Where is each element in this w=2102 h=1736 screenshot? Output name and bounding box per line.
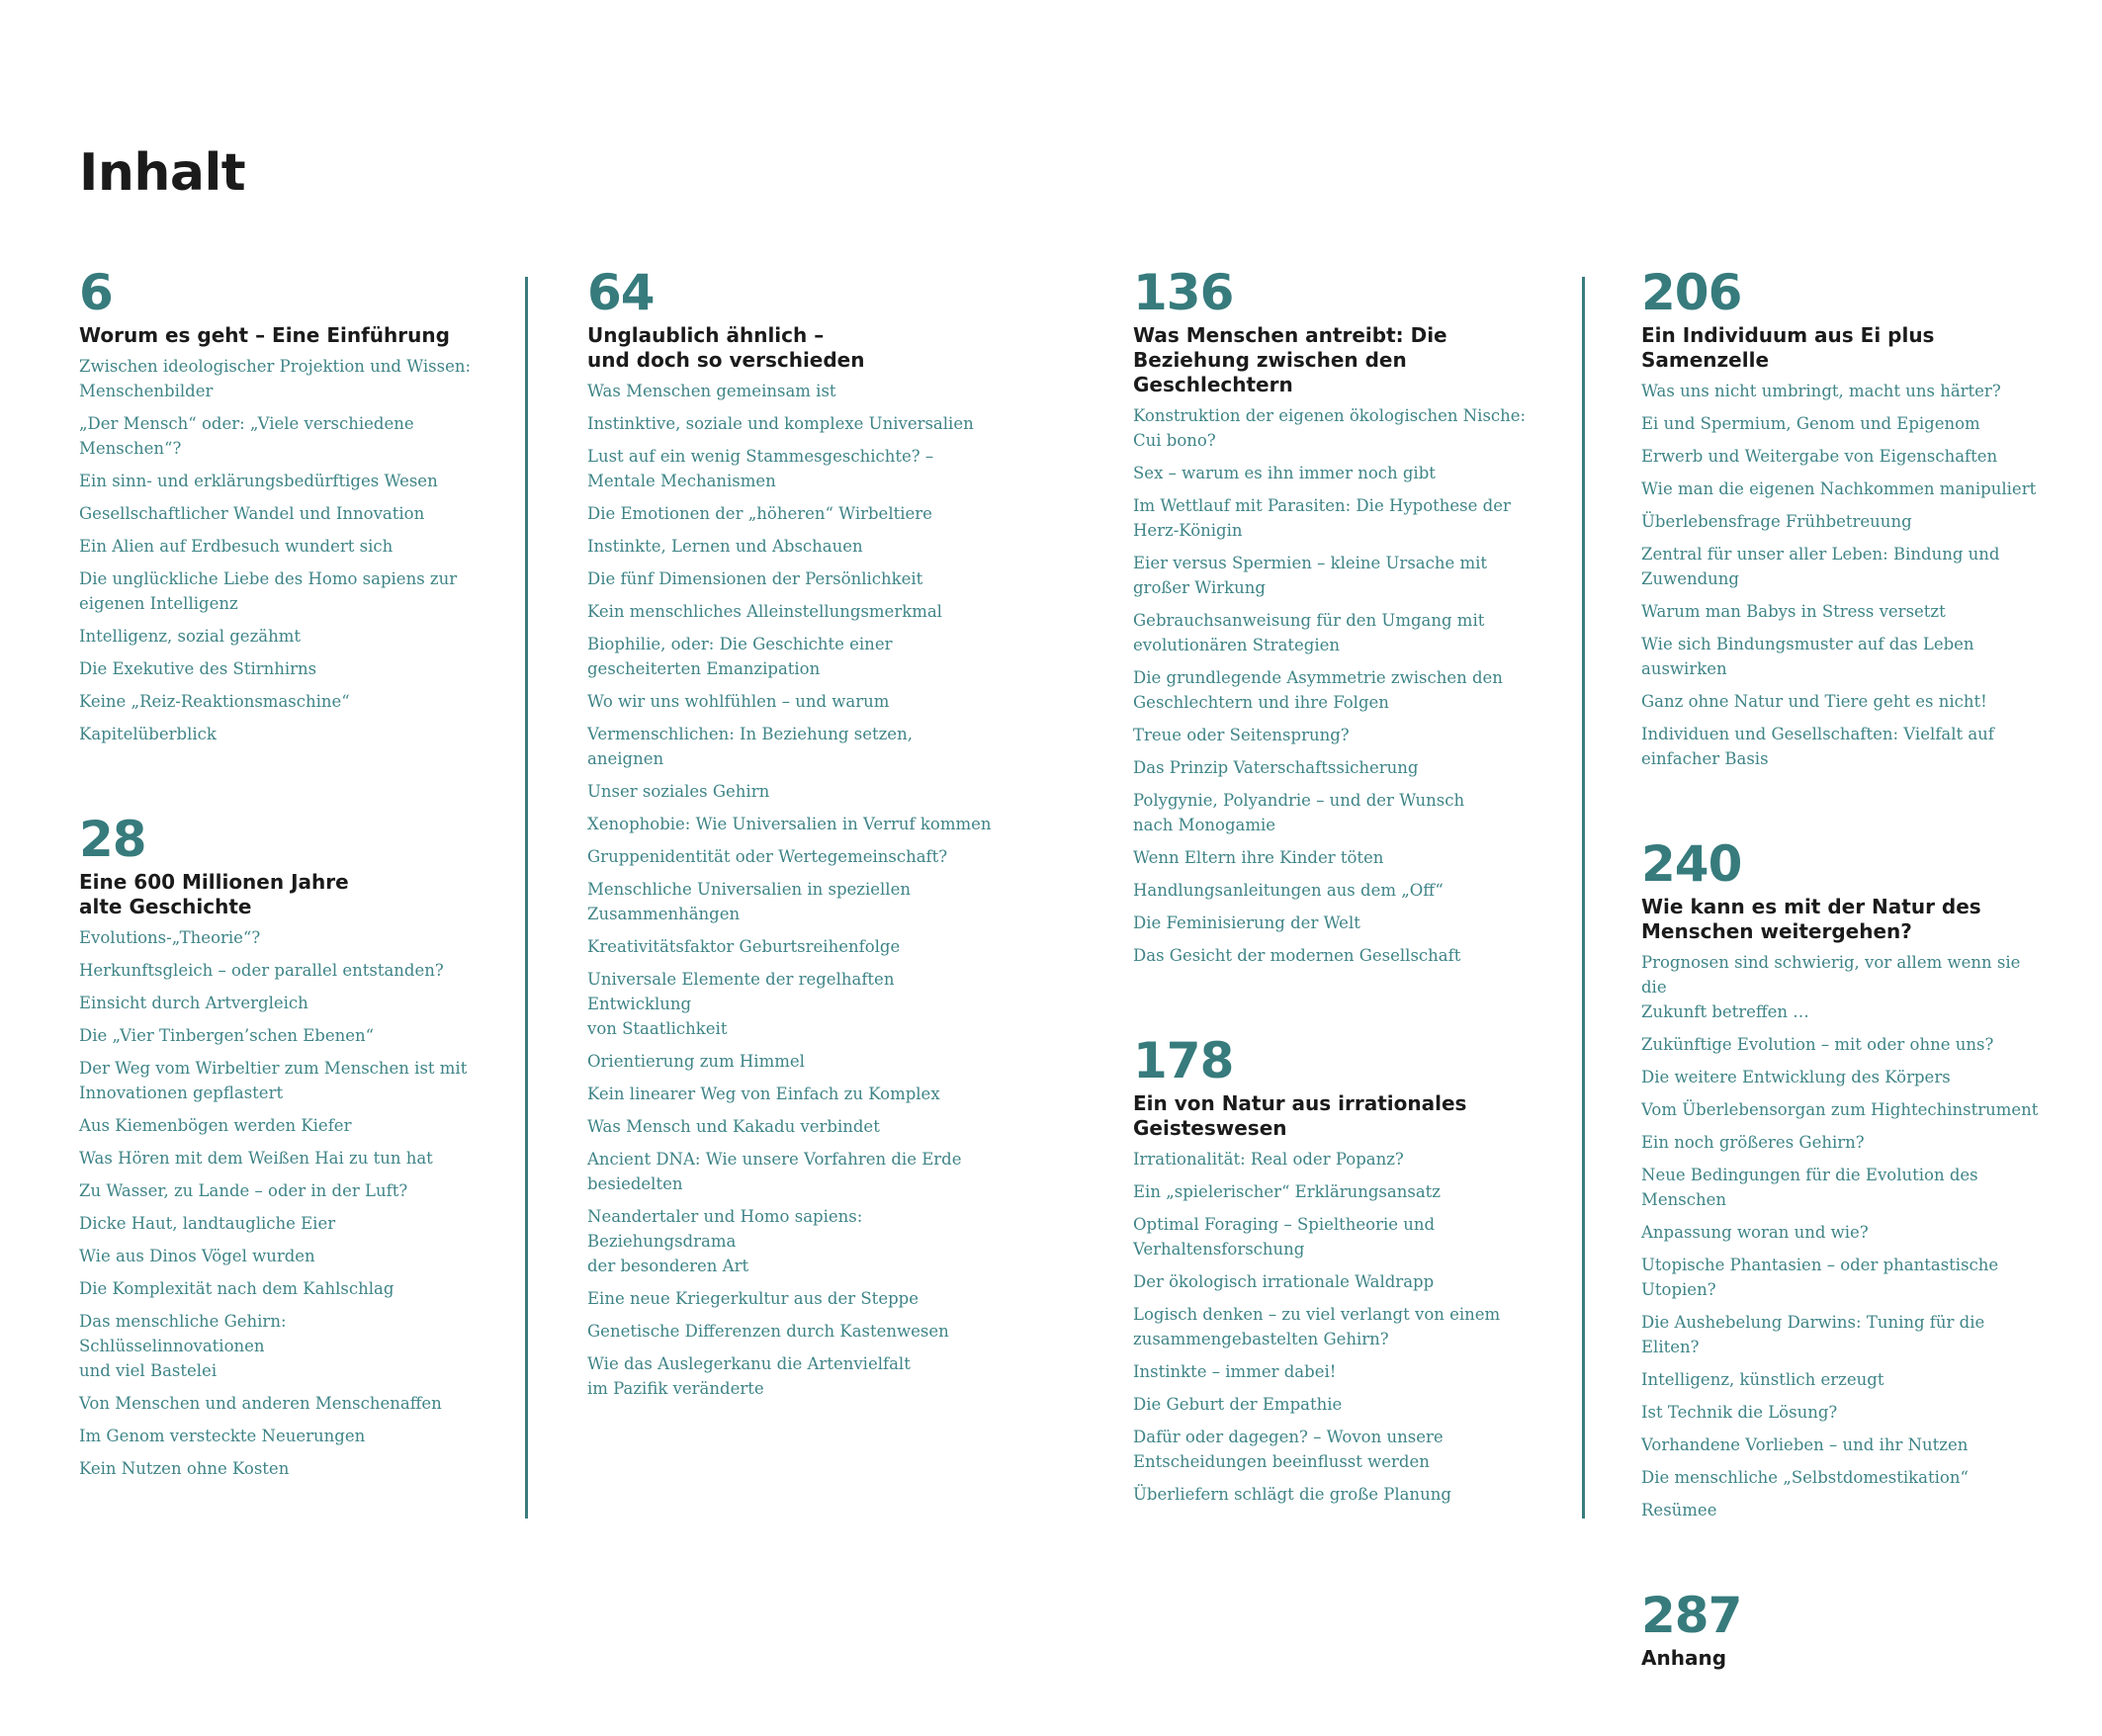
section-link[interactable]: Ein „spielerischer“ Erklärungsansatz	[1133, 1182, 1441, 1201]
section-link[interactable]: Kein Nutzen ohne Kosten	[79, 1459, 290, 1478]
section-link[interactable]: Kein linearer Weg von Einfach zu Komplex	[587, 1085, 940, 1103]
section-link[interactable]: Wenn Eltern ihre Kinder töten	[1133, 848, 1384, 867]
section-link[interactable]: Die weitere Entwicklung des Körpers	[1641, 1068, 1951, 1086]
section-link[interactable]: Die Geburt der Empathie	[1133, 1395, 1343, 1414]
toc-column-4	[1641, 265, 2047, 1736]
section-list	[1641, 379, 2047, 771]
section-link[interactable]: Erwerb und Weitergabe von Eigenschaften	[1641, 447, 1998, 466]
section-link[interactable]: Im Genom versteckte Neuerungen	[79, 1427, 366, 1445]
section-link[interactable]: Neue Bedingungen für die Evolution des Menschen	[1641, 1166, 1978, 1209]
chapter-title[interactable]: Unglaublich ähnlich – und doch so verschieden	[587, 323, 865, 372]
column-divider	[525, 277, 528, 1519]
section-link[interactable]: Gruppenidentität oder Wertegemeinschaft?	[587, 847, 948, 866]
section-link[interactable]: Ancient DNA: Wie unsere Vorfahren die Erde besiedelten	[587, 1150, 962, 1193]
section-link[interactable]: Zwischen ideologischer Projektion und Wissen: Menschenbilder	[79, 357, 472, 400]
section-link[interactable]: Gesellschaftlicher Wandel und Innovation	[79, 504, 425, 523]
column-divider	[1582, 277, 1585, 1519]
section-link[interactable]: Polygynie, Polyandrie – und der Wunsch nach Monogamie	[1133, 791, 1465, 834]
section-link[interactable]: Überlebensfrage Frühbetreuung	[1641, 512, 1912, 531]
section-link[interactable]: „Der Mensch“ oder: „Viele verschiedene Menschen“?	[79, 414, 414, 458]
section-link[interactable]: Lust auf ein wenig Stammesgeschichte? – Mentale Mechanismen	[587, 447, 934, 490]
section-list	[1133, 403, 1529, 968]
section-link[interactable]: Biophilie, oder: Die Geschichte einer gescheiterten Emanzipation	[587, 635, 893, 678]
section-link[interactable]: Vorhandene Vorlieben – und ihr Nutzen	[1641, 1435, 1969, 1454]
section-link[interactable]: Zu Wasser, zu Lande – oder in der Luft?	[79, 1181, 408, 1200]
section-link[interactable]: Die unglückliche Liebe des Homo sapiens zur eigenen Intelligenz	[79, 569, 458, 613]
section-link[interactable]: Ein noch größeres Gehirn?	[1641, 1133, 1865, 1152]
section-link[interactable]: Logisch denken – zu viel verlangt von einem zusammengebastelten Gehirn?	[1133, 1305, 1501, 1348]
section-link[interactable]: Wie man die eigenen Nachkommen manipuliert	[1641, 479, 2037, 498]
toc-column-1	[79, 265, 475, 1546]
chapter-page-number[interactable]: 178	[1133, 1032, 1234, 1089]
section-link[interactable]: Irrationalität: Real oder Popanz?	[1133, 1150, 1404, 1169]
section-link[interactable]: Kapitelüberblick	[79, 725, 217, 743]
section-link[interactable]: Anpassung woran und wie?	[1641, 1223, 1869, 1242]
section-list	[1133, 1147, 1529, 1507]
section-link[interactable]: Herkunftsgleich – oder parallel entstanden?	[79, 961, 444, 980]
section-link[interactable]: Wie das Auslegerkanu die Artenvielfalt im Pazifik veränderte	[587, 1354, 911, 1398]
chapter-entry	[1133, 265, 1529, 968]
chapter-title[interactable]: Worum es geht – Eine Einführung	[79, 323, 450, 347]
chapter-title[interactable]: Ein Individuum aus Ei plus Samenzelle	[1641, 323, 1935, 372]
section-link[interactable]: Wo wir uns wohlfühlen – und warum	[587, 692, 890, 711]
section-link[interactable]: Menschliche Universalien in speziellen Zusammenhängen	[587, 880, 911, 923]
section-link[interactable]: Sex – warum es ihn immer noch gibt	[1133, 464, 1436, 482]
section-link[interactable]: Eier versus Spermien – kleine Ursache mit großer Wirkung	[1133, 554, 1488, 597]
section-link[interactable]: Intelligenz, künstlich erzeugt	[1641, 1370, 1884, 1389]
section-link[interactable]: Handlungsanleitungen aus dem „Off“	[1133, 881, 1444, 900]
chapter-title[interactable]: Anhang	[1641, 1646, 1727, 1670]
chapter-entry	[1133, 1033, 1529, 1507]
section-link[interactable]: Im Wettlauf mit Parasiten: Die Hypothese der Herz-Königin	[1133, 496, 1511, 540]
chapter-page-number[interactable]: 206	[1641, 264, 1742, 321]
chapter-page-number[interactable]: 28	[79, 811, 146, 868]
section-link[interactable]: Überliefern schlägt die große Planung	[1133, 1485, 1451, 1504]
section-link[interactable]: Wie sich Bindungsmuster auf das Leben auswirken	[1641, 635, 1974, 678]
section-link[interactable]: Instinktive, soziale und komplexe Universalien	[587, 414, 974, 433]
section-link[interactable]: Das Prinzip Vaterschaftssicherung	[1133, 758, 1419, 777]
section-link[interactable]: Einsicht durch Artvergleich	[79, 994, 308, 1012]
section-link[interactable]: Intelligenz, sozial gezähmt	[79, 627, 301, 646]
section-link[interactable]: Ist Technik die Lösung?	[1641, 1403, 1838, 1422]
chapter-entry	[587, 265, 993, 1401]
section-link[interactable]: Was Menschen gemeinsam ist	[587, 382, 836, 400]
section-list	[79, 354, 475, 746]
section-link[interactable]: Dicke Haut, landtaugliche Eier	[79, 1214, 336, 1233]
section-link[interactable]: Utopische Phantasien – oder phantastische Utopien?	[1641, 1256, 1999, 1299]
section-link[interactable]: Was uns nicht umbringt, macht uns härter?	[1641, 382, 2001, 400]
chapter-entry	[1641, 265, 2047, 771]
toc-column-3	[1133, 265, 1529, 1572]
section-link[interactable]: Ein sinn- und erklärungsbedürftiges Wesen	[79, 472, 438, 490]
chapter-title[interactable]: Ein von Natur aus irrationales Geisteswesen	[1133, 1091, 1467, 1140]
section-link[interactable]: Optimal Foraging – Spieltheorie und Verhaltensforschung	[1133, 1215, 1436, 1259]
section-link[interactable]: Instinkte, Lernen und Abschauen	[587, 537, 863, 556]
section-link[interactable]: Das menschliche Gehirn: Schlüsselinnovationen und viel Bastelei	[79, 1312, 287, 1380]
section-link[interactable]: Instinkte – immer dabei!	[1133, 1362, 1337, 1381]
section-link[interactable]: Die Emotionen der „höheren“ Wirbeltiere	[587, 504, 932, 523]
section-link[interactable]: Konstruktion der eigenen ökologischen Nische: Cui bono?	[1133, 406, 1527, 450]
chapter-page-number[interactable]: 136	[1133, 264, 1234, 321]
section-link[interactable]: Was Hören mit dem Weißen Hai zu tun hat	[79, 1149, 433, 1168]
section-link[interactable]: Aus Kiemenbögen werden Kiefer	[79, 1116, 352, 1135]
section-link[interactable]: Universale Elemente der regelhaften Entwicklung von Staatlichkeit	[587, 970, 895, 1038]
section-link[interactable]: Vom Überlebensorgan zum Hightechinstrument	[1641, 1100, 2039, 1119]
section-link[interactable]: Ein Alien auf Erdbesuch wundert sich	[79, 537, 394, 556]
section-link[interactable]: Treue oder Seitensprung?	[1133, 726, 1350, 744]
section-link[interactable]: Die Feminisierung der Welt	[1133, 913, 1360, 932]
chapter-title[interactable]: Was Menschen antreibt: Die Beziehung zwischen den Geschlechtern	[1133, 323, 1447, 396]
chapter-page-number[interactable]: 287	[1641, 1587, 1742, 1644]
section-link[interactable]: Zentral für unser aller Leben: Bindung und Zuwendung	[1641, 545, 2000, 588]
section-list	[79, 925, 475, 1481]
section-link[interactable]: Prognosen sind schwierig, vor allem wenn sie die Zukunft betreffen …	[1641, 953, 2021, 1021]
section-link[interactable]: Xenophobie: Wie Universalien in Verruf kommen	[587, 815, 992, 833]
section-link[interactable]: Das Gesicht der modernen Gesellschaft	[1133, 946, 1461, 965]
chapter-entry	[1641, 836, 2047, 1522]
section-link[interactable]: Die grundlegende Asymmetrie zwischen den Geschlechtern und ihre Folgen	[1133, 668, 1503, 712]
chapter-title[interactable]: Wie kann es mit der Natur des Menschen weitergehen?	[1641, 895, 1981, 943]
section-link[interactable]: Keine „Reiz-Reaktionsmaschine“	[79, 692, 350, 711]
chapter-entry	[79, 265, 475, 746]
section-link[interactable]: Eine neue Kriegerkultur aus der Steppe	[587, 1289, 919, 1308]
section-link[interactable]: Wie aus Dinos Vögel wurden	[79, 1247, 315, 1265]
section-link[interactable]: Unser soziales Gehirn	[587, 782, 770, 801]
section-link[interactable]: Individuen und Gesellschaften: Vielfalt auf einfacher Basis	[1641, 725, 1994, 768]
section-link[interactable]: Von Menschen und anderen Menschenaffen	[79, 1394, 442, 1413]
section-link[interactable]: Orientierung zum Himmel	[587, 1052, 805, 1071]
chapter-title[interactable]: Eine 600 Millionen Jahre alte Geschichte	[79, 870, 349, 918]
section-link[interactable]: Vermenschlichen: In Beziehung setzen, aneignen	[587, 725, 913, 768]
toc-column-2	[587, 265, 993, 1466]
section-link[interactable]: Evolutions-„Theorie“?	[79, 928, 261, 947]
section-list	[587, 379, 993, 1401]
section-link[interactable]: Der ökologisch irrationale Waldrapp	[1133, 1272, 1435, 1291]
section-link[interactable]: Was Mensch und Kakadu verbindet	[587, 1117, 880, 1136]
section-link[interactable]: Die Exekutive des Stirnhirns	[79, 659, 317, 678]
section-link[interactable]: Ganz ohne Natur und Tiere geht es nicht!	[1641, 692, 1987, 711]
section-link[interactable]: Warum man Babys in Stress versetzt	[1641, 602, 1946, 621]
section-link[interactable]: Kreativitätsfaktor Geburtsreihenfolge	[587, 937, 901, 956]
section-list	[1641, 950, 2047, 1522]
section-link[interactable]: Zukünftige Evolution – mit oder ohne uns?	[1641, 1035, 1994, 1054]
section-link[interactable]: Kein menschliches Alleinstellungsmerkmal	[587, 602, 942, 621]
section-link[interactable]: Der Weg vom Wirbeltier zum Menschen ist mit Innovationen gepflastert	[79, 1059, 468, 1102]
chapter-page-number[interactable]: 240	[1641, 835, 1742, 893]
section-link[interactable]: Die Aushebelung Darwins: Tuning für die Eliten?	[1641, 1313, 1985, 1356]
section-link[interactable]: Gebrauchsanweisung für den Umgang mit evolutionären Strategien	[1133, 611, 1485, 654]
section-link[interactable]: Die fünf Dimensionen der Persönlichkeit	[587, 569, 923, 588]
section-link[interactable]: Die „Vier Tinbergen’schen Ebenen“	[79, 1026, 375, 1045]
chapter-page-number[interactable]: 64	[587, 264, 655, 321]
section-link[interactable]: Ei und Spermium, Genom und Epigenom	[1641, 414, 1980, 433]
section-link[interactable]: Dafür oder dagegen? – Wovon unsere Entscheidungen beeinflusst werden	[1133, 1428, 1444, 1471]
section-link[interactable]: Die menschliche „Selbstdomestikation“	[1641, 1468, 1969, 1487]
chapter-entry	[79, 812, 475, 1481]
chapter-page-number[interactable]: 6	[79, 264, 113, 321]
section-link[interactable]: Die Komplexität nach dem Kahlschlag	[79, 1279, 394, 1298]
section-link[interactable]: Genetische Differenzen durch Kastenwesen	[587, 1322, 949, 1341]
section-link[interactable]: Resümee	[1641, 1501, 1717, 1519]
chapter-entry	[1641, 1588, 2047, 1671]
page-title: Inhalt	[79, 143, 246, 203]
section-link[interactable]: Neandertaler und Homo sapiens: Beziehungsdrama der besonderen Art	[587, 1207, 863, 1275]
